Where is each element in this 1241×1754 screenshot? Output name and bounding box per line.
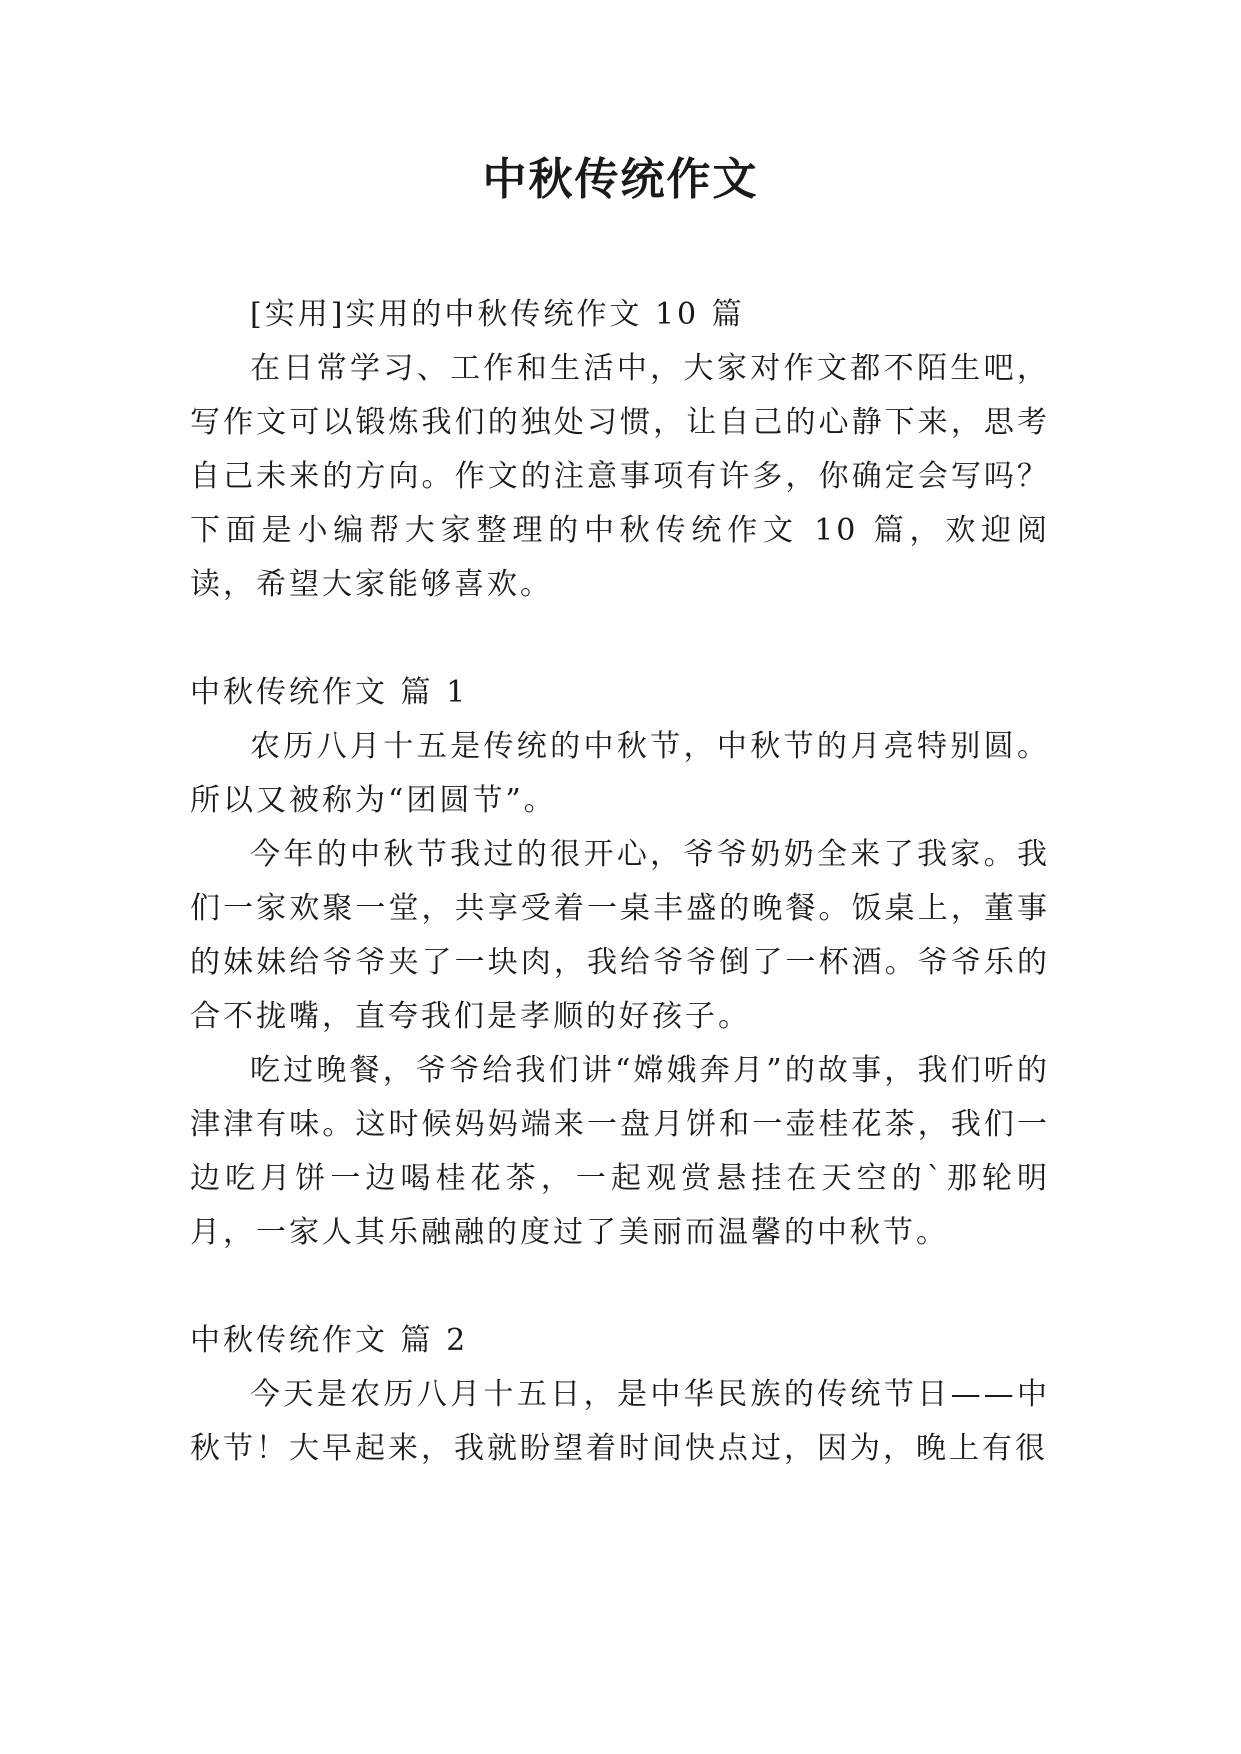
section-spacer — [190, 1260, 1050, 1314]
document-body — [190, 288, 1050, 1476]
section-heading-1: 中秋传统作文 篇 1 — [190, 675, 469, 710]
intro-paragraph: 在日常学习、工作和生活中，大家对作文都不陌生吧，写作文可以锻炼我们的独处习惯，让自己的心静下来，思考自己未来的方向。作文的注意事项有许多，你确定会写吗？下面是小编帮大家整理的中秋传统作文 10 篇，欢迎阅读，希望大家能够喜欢。 — [190, 351, 1050, 602]
section-1-paragraph-3: 吃过晚餐，爷爷给我们讲“嫦娥奔月”的故事，我们听的津津有味。这时候妈妈端来一盘月饼和一壶桂花茶，我们一边吃月饼一边喝桂花茶，一起观赏悬挂在天空的`那轮明月，一家人其乐融融的度过了美丽而温馨的中秋节。 — [190, 1053, 1050, 1250]
document-subtitle: [实用]实用的中秋传统作文 10 篇 — [250, 297, 745, 332]
section-heading-2: 中秋传统作文 篇 2 — [190, 1323, 469, 1358]
section-spacer — [190, 612, 1050, 666]
document-title: 中秋传统作文 — [482, 154, 759, 205]
section-2-paragraph-1: 今天是农历八月十五日，是中华民族的传统节日——中秋节！大早起来，我就盼望着时间快点过，因为，晚上有很 — [190, 1377, 1050, 1466]
section-1-paragraph-2: 今年的中秋节我过的很开心，爷爷奶奶全来了我家。我们一家欢聚一堂，共享受着一桌丰盛的晚餐。饭桌上，董事的妹妹给爷爷夹了一块肉，我给爷爷倒了一杯酒。爷爷乐的合不拢嘴，直夸我们是孝顺的好孩子。 — [190, 837, 1050, 1034]
section-1-paragraph-1: 农历八月十五是传统的中秋节，中秋节的月亮特别圆。所以又被称为“团圆节”。 — [190, 729, 1050, 818]
